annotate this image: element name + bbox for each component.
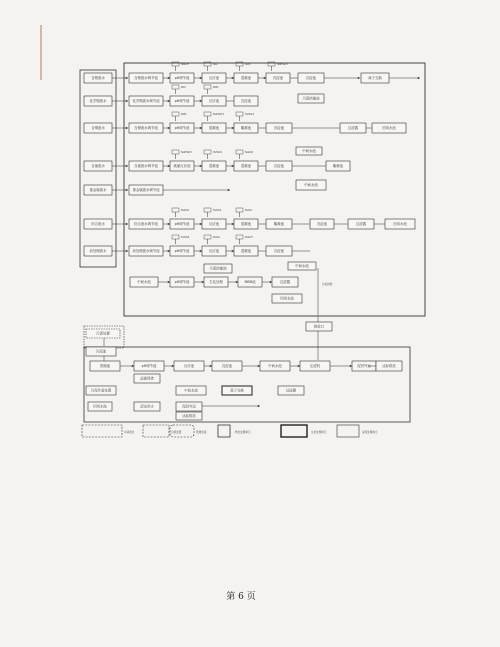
row5-sed-label: 沉淀池 — [316, 222, 328, 227]
legend-swatch-bio — [281, 425, 307, 437]
row6-stage-2-label: 混凝池 — [240, 249, 252, 254]
row0-arrow-2 — [232, 77, 234, 80]
source-arrow-4 — [126, 189, 128, 192]
bottom-filtrate-label: 滤液回流 — [140, 376, 154, 381]
row1-stage-1-dose-label: PAM — [213, 86, 219, 89]
row1-stage-1-dose-box — [204, 85, 211, 89]
row1-sed-label: 沉淀池 — [240, 99, 252, 104]
row0-arrow-1 — [200, 77, 202, 80]
row3-arrow-0 — [168, 165, 170, 168]
row3-arrow-1 — [200, 165, 202, 168]
bottom-arrow-6 — [350, 365, 352, 368]
row3-sed-label: 沉淀池 — [273, 164, 285, 169]
row6-stage-0-label: pH调节池 — [174, 249, 190, 254]
row2-stage-2-dose-box — [236, 112, 243, 116]
row3-stage-1-dose-label: H2SO4 — [213, 151, 222, 154]
legend-label-4: 生化处理单元 — [311, 431, 327, 434]
row0-sludge-label: 污泥浓缩池 — [302, 96, 320, 101]
row6-stage-1-dose-label: Na2S — [213, 236, 220, 239]
bottom-stage-2-label: 反应池 — [183, 364, 195, 369]
row0-right-arrow — [418, 77, 420, 80]
row4-arrow — [228, 189, 230, 192]
bottom-sludge-src-label: 污泥处置 — [96, 331, 110, 336]
row3-arrow-2 — [232, 165, 234, 168]
source-arrow-6 — [126, 250, 128, 253]
source-arrow-0 — [126, 77, 128, 80]
row5-stage-2-dose-box — [236, 208, 243, 212]
row1-stage-1-label: 反应池 — [208, 99, 220, 104]
bio-mid-label: 中间水池 — [137, 280, 151, 285]
row6-arrow-1 — [200, 250, 202, 253]
row5-stage-0-dose-box — [172, 208, 179, 212]
source-5-label: 综合废水 — [91, 222, 105, 227]
legend-swatch-sludge — [143, 425, 169, 437]
row5-stage-1-dose-box — [204, 208, 211, 212]
row3-stage-1-dose-box — [204, 150, 211, 154]
sludge-frame — [84, 347, 410, 422]
tank-5-label: 综合废水调节池 — [134, 222, 158, 227]
source-arrow-3 — [126, 165, 128, 168]
row2-stage-0-dose-box — [172, 112, 179, 116]
row2-filter-label: 过滤器 — [347, 126, 359, 131]
bottom-disch-label: 达标排放 — [182, 414, 196, 419]
row2-stage-1-label: 混凝池 — [208, 126, 220, 131]
row1-stage-0-dose-box — [172, 85, 179, 89]
row6-stage-2-dose-label: NaOH — [245, 236, 253, 239]
bio-ph-label: pH调节池 — [174, 280, 190, 285]
row3-stage-2-dose-label: NaClO — [245, 151, 254, 154]
row3-stage-2-dose-box — [236, 150, 243, 154]
bottom-stage-6-label: 泥饼外运 — [357, 364, 371, 369]
bottom-stage-4-label: 中间水池 — [268, 364, 282, 369]
bottom-filter-label: 过滤器 — [285, 388, 297, 393]
legend-swatch-physchem — [218, 425, 230, 437]
bio-filter-label: 过滤器 — [279, 280, 291, 285]
source-arrow-5 — [126, 223, 128, 226]
row5-stage-0-label: pH调节池 — [174, 222, 190, 227]
row6-stage-2-dose-box — [236, 235, 243, 239]
row3-stage-1-label: 混凝池 — [208, 164, 220, 169]
row2-stage-2-dose-label: H2SO4 — [245, 113, 254, 116]
row6-arrow-0 — [168, 250, 170, 253]
row2-arrow-1 — [200, 127, 202, 130]
row0-stage-1-dose-label: PAC — [213, 63, 218, 66]
bottom-stage-1-label: pH调节池 — [141, 364, 157, 369]
legend-swatch-workshop — [82, 425, 122, 437]
row3-mid-label: 中间水池 — [304, 183, 318, 188]
row5-stage-2-label: 混凝池 — [240, 222, 252, 227]
tank-6-label: 前处理废水调节池 — [132, 249, 160, 254]
row2-stage-2-label: 絮凝池 — [240, 126, 252, 131]
row6-sed-label: 沉淀池 — [273, 249, 285, 254]
source-2-label: 含铜废水 — [91, 126, 105, 131]
bottom-arrow-4 — [258, 365, 260, 368]
row2-sed-label: 沉淀池 — [273, 126, 285, 131]
row5-stage-0-dose-label: NaClO — [181, 209, 190, 212]
row0-stage-3-dose-label: NaHSO3 — [277, 63, 288, 66]
row0-ion-arrow — [358, 77, 360, 80]
bio-bio-label: 生化处理 — [209, 280, 223, 285]
row2-stage-0-dose-label: PAM — [181, 113, 187, 116]
legend — [82, 425, 378, 437]
bio-a1 — [168, 281, 170, 284]
source-arrow-1 — [126, 100, 128, 103]
source-0-label: 含铬废水 — [91, 76, 105, 81]
row5-arrow-0 — [168, 223, 170, 226]
row6-sludge-label: 污泥浓缩池 — [209, 266, 227, 271]
bio-a2 — [202, 281, 204, 284]
legend-label-2: 管道连接 — [196, 431, 207, 434]
row0-arrow-3 — [264, 77, 266, 80]
row6-stage-1-dose-box — [204, 235, 211, 239]
row6-stage-1-label: 反应池 — [208, 249, 220, 254]
row5-filter-label: 过滤器 — [355, 222, 367, 227]
row3-stage-0-dose-box — [172, 150, 179, 154]
source-6-label: 前处理废水 — [89, 249, 107, 254]
row1-stage-0-dose-label: PAC — [181, 86, 186, 89]
row6-stage-0-dose-label: FeSO4 — [181, 236, 190, 239]
bottom-stage-0-label: 浓缩池 — [99, 364, 111, 369]
row0-arrow-0 — [168, 77, 170, 80]
bottom-arrow-3 — [210, 365, 212, 368]
bottom-clean-label: 清洁用水 — [140, 404, 154, 409]
bottom-cake-label: 泥饼外运 — [182, 404, 196, 409]
row1-stage-0-label: pH调节池 — [174, 99, 190, 104]
row6-stage-0-dose-box — [172, 235, 179, 239]
row5-arrow-2 — [232, 223, 234, 226]
bottom-stage-5-label: 压滤机 — [309, 364, 321, 369]
row5-arrow-1 — [200, 223, 202, 226]
bottom-final-label: 达标排放 — [382, 364, 396, 369]
row0-stage-1-label: 反应池 — [208, 76, 220, 81]
legend-label-0: 车间废水 — [124, 431, 135, 434]
bottom-mid-label: 中间水池 — [184, 388, 198, 393]
collector-label: 达标排放 — [322, 283, 333, 286]
outlet-label: 排放口 — [313, 324, 325, 329]
bottom-out-arrow — [258, 405, 260, 408]
row0-stage-0-label: pH调节池 — [174, 76, 190, 81]
tank-2-label: 含铜废水调节池 — [134, 126, 158, 131]
row5-floc-label: 絮凝池 — [273, 222, 285, 227]
bottom-reuse-label: 回用水池 — [93, 404, 107, 409]
bottom-ion-label: 离子交换 — [230, 388, 244, 393]
row2-stage-1-dose-box — [204, 112, 211, 116]
row5-stage-2-dose-label: Na2S — [245, 209, 252, 212]
row2-reuse-label: 回用水池 — [382, 126, 396, 131]
row2-mid-label: 中间水池 — [302, 149, 316, 154]
row0-stage-2-label: 混凝池 — [240, 76, 252, 81]
tank-0-label: 含铬废水调节池 — [134, 76, 158, 81]
bio-mbr-label: MBR池 — [244, 280, 256, 285]
row2-stage-0-label: pH调节池 — [174, 126, 190, 131]
bottom-arrow-1 — [132, 365, 134, 368]
row5-reuse-label: 回用水池 — [393, 222, 407, 227]
bio-a3 — [236, 281, 238, 284]
row5-stage-1-label: 反应池 — [208, 222, 220, 227]
row2-arrow-2 — [232, 127, 234, 130]
bottom-sludge-tank-label: 污泥池 — [95, 349, 107, 354]
row3-stage-0-label: 破氰反应池 — [173, 164, 191, 169]
source-3-label: 含氰废水 — [91, 164, 105, 169]
bio-reuse-label: 回用水池 — [280, 296, 294, 301]
source-4-label: 重金属废水 — [89, 188, 107, 193]
legend-label-1: 污泥处置 — [171, 431, 182, 434]
source-1-label: 化学镍废水 — [89, 99, 107, 104]
bottom-arrow-2 — [172, 365, 174, 368]
row0-stage-2-dose-label: PAM — [245, 63, 251, 66]
source-arrow-2 — [126, 127, 128, 130]
bottom-arrow-5 — [298, 365, 300, 368]
tank-3-label: 含氰废水调节池 — [134, 164, 158, 169]
row6-mid-label: 中间水池 — [295, 264, 309, 269]
row0-sed2-label: 沉淀池 — [305, 76, 317, 81]
bio-a4 — [270, 281, 272, 284]
page-number: 第 6 页 — [226, 592, 256, 602]
row3-stage-0-dose-label: NaHSO3 — [181, 151, 192, 154]
legend-label-5: 深度处理单元 — [362, 431, 378, 434]
row6-arrow-2 — [232, 250, 234, 253]
row0-stage-3-label: 沉淀池 — [272, 76, 284, 81]
tank-1-label: 化学镍废水调节池 — [132, 99, 160, 104]
row1-arrow-0 — [168, 100, 170, 103]
row0-stage-0-dose-label: NaOH — [181, 63, 189, 66]
bottom-side-label: 污泥外委处置 — [90, 388, 112, 393]
row0-ion-label: 离子交换 — [368, 76, 382, 81]
bottom-stage-3-label: 沉淀池 — [221, 364, 233, 369]
legend-swatch-deep — [337, 425, 359, 437]
row5-stage-1-dose-label: FeSO4 — [213, 209, 222, 212]
row3-floc-label: 絮凝池 — [332, 164, 344, 169]
row1-arrow-1 — [200, 100, 202, 103]
row2-arrow-0 — [168, 127, 170, 130]
tank-4-label: 重金属废水调节池 — [132, 188, 160, 193]
row3-stage-2-label: 混凝池 — [240, 164, 252, 169]
row2-stage-1-dose-label: NaHSO3 — [213, 113, 224, 116]
legend-label-3: 物化处理单元 — [235, 431, 251, 434]
